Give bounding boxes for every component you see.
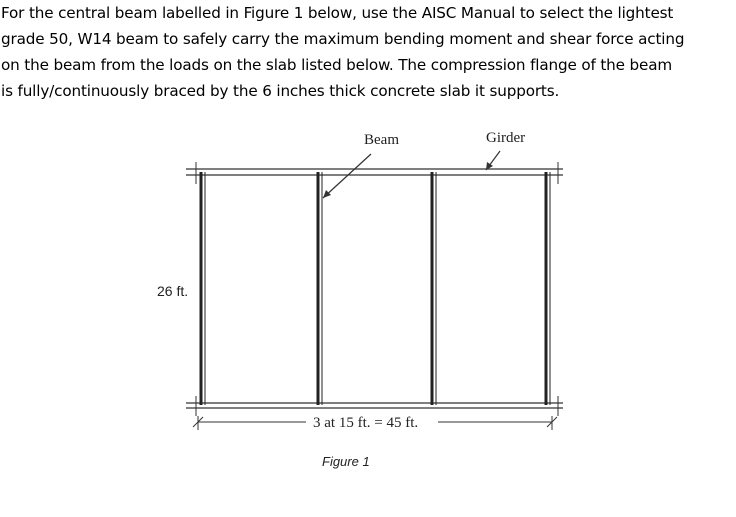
left-edge-beam	[201, 172, 205, 405]
interior-beam-1	[318, 172, 322, 405]
beam-label: Beam	[364, 132, 399, 148]
interior-beam-2	[432, 172, 436, 405]
question-line-4: is fully/continuously braced by the 6 inches thick concrete slab it supports.	[1, 82, 560, 100]
girder-end-ticks	[196, 162, 558, 416]
right-edge-beam	[546, 172, 550, 405]
question-line-2: grade 50, W14 beam to safely carry the maximum bending moment and shear force acting	[1, 30, 685, 48]
height-dimension-label: 26 ft.	[157, 283, 189, 299]
question-line-1: For the central beam labelled in Figure 1 below, use the AISC Manual to select the lightest	[1, 4, 674, 22]
bottom-girder	[186, 403, 563, 408]
question-line-3: on the beam from the loads on the slab listed below. The compression flange of the beam	[1, 56, 672, 74]
girder-label: Girder	[486, 130, 526, 146]
figure-caption: Figure 1	[322, 454, 370, 469]
top-girder	[186, 169, 563, 175]
width-dimension-label: 3 at 15 ft. = 45 ft.	[313, 415, 419, 431]
beam-leader-line	[323, 154, 371, 198]
